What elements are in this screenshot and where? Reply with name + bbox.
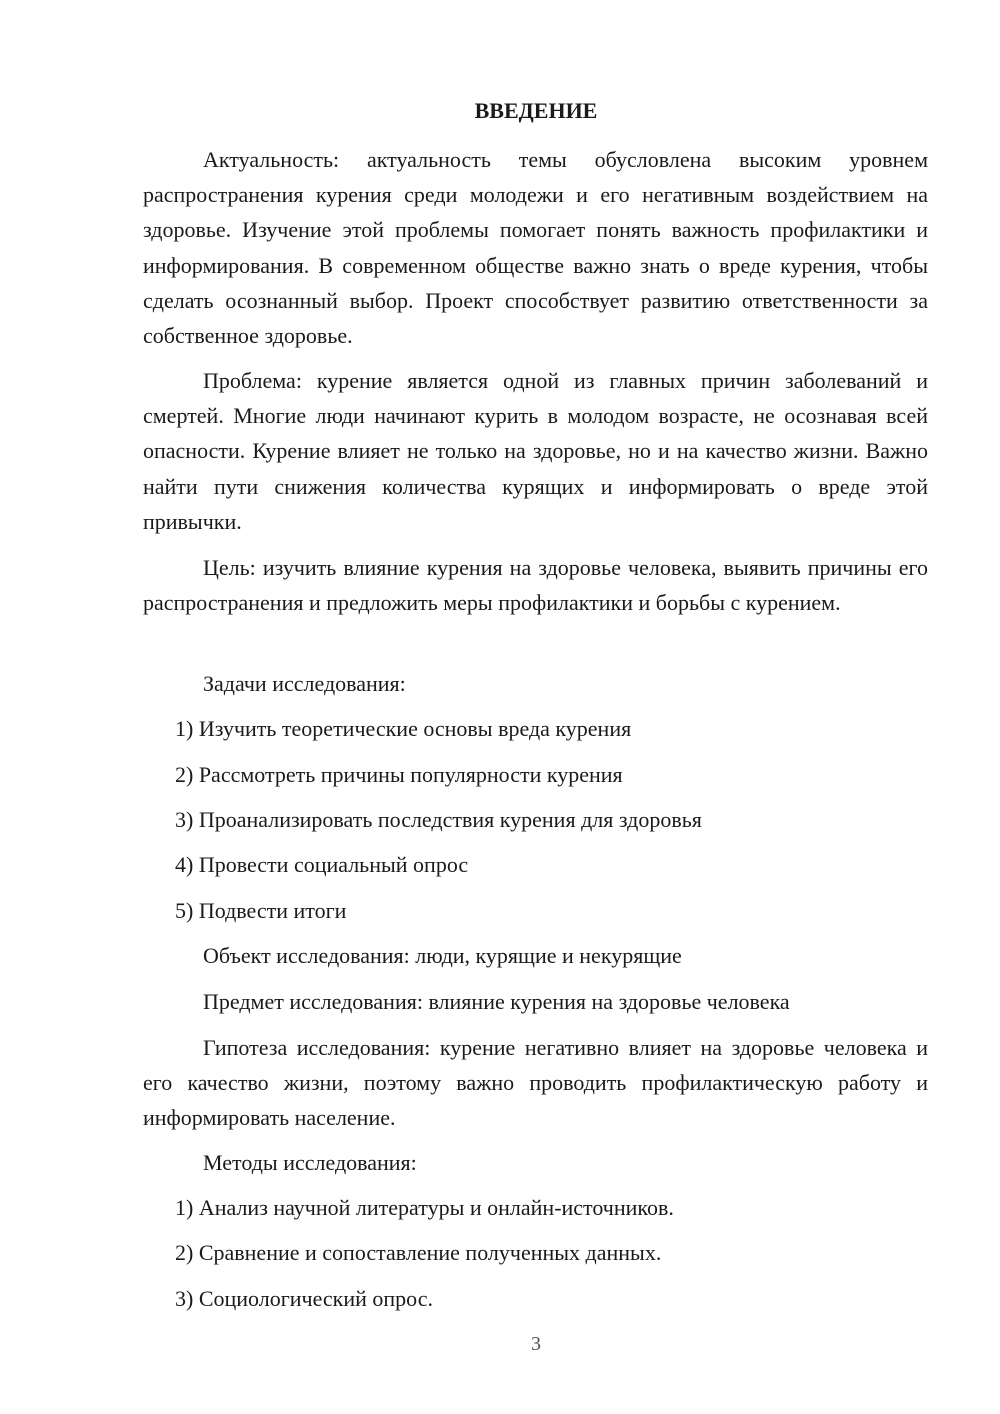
- goal-paragraph: Цель: изучить влияние курения на здоровье человека, выявить причины его распространения и предложить меры профилактики и борьбы с курением.: [143, 555, 928, 616]
- task-item: 5) Подвести итоги: [175, 898, 347, 923]
- method-item: 2) Сравнение и сопоставление полученных данных.: [175, 1240, 662, 1265]
- tasks-heading: Задачи исследования:: [203, 671, 406, 696]
- object-line: Объект исследования: люди, курящие и некурящие: [203, 943, 682, 968]
- page-number: 3: [531, 1333, 541, 1355]
- problem-paragraph: Проблема: курение является одной из главных причин заболеваний и смертей. Многие люди начинают курить в молодом возрасте, не осознавая всей опасности. Курение влияет не только на здоровье, но и на качество жизни. Важно найти пути снижения количества курящих и информировать о вреде этой привычки.: [143, 368, 928, 534]
- relevance-paragraph: Актуальность: актуальность темы обусловлена высоким уровнем распространения курения среди молодежи и его негативным воздействием на здоровье. Изучение этой проблемы помогает понять важность профилактики и информирования. В современном обществе важно знать о вреде курения, чтобы сделать осознанный выбор. Проект способствует развитию ответственности за собственное здоровье.: [143, 147, 928, 349]
- method-item: 3) Социологический опрос.: [175, 1286, 433, 1311]
- task-item: 1) Изучить теоретические основы вреда курения: [175, 716, 632, 741]
- subject-line: Предмет исследования: влияние курения на здоровье человека: [203, 989, 790, 1014]
- hypothesis-paragraph: Гипотеза исследования: курение негативно влияет на здоровье человека и его качество жизни, поэтому важно проводить профилактическую работу и информировать население.: [143, 1035, 928, 1131]
- task-item: 2) Рассмотреть причины популярности курения: [175, 762, 623, 787]
- methods-heading: Методы исследования:: [203, 1150, 417, 1175]
- method-item: 1) Анализ научной литературы и онлайн-источников.: [175, 1195, 674, 1220]
- task-item: 3) Проанализировать последствия курения для здоровья: [175, 807, 702, 832]
- task-item: 4) Провести социальный опрос: [175, 852, 469, 877]
- page-title: ВВЕДЕНИЕ: [474, 98, 598, 123]
